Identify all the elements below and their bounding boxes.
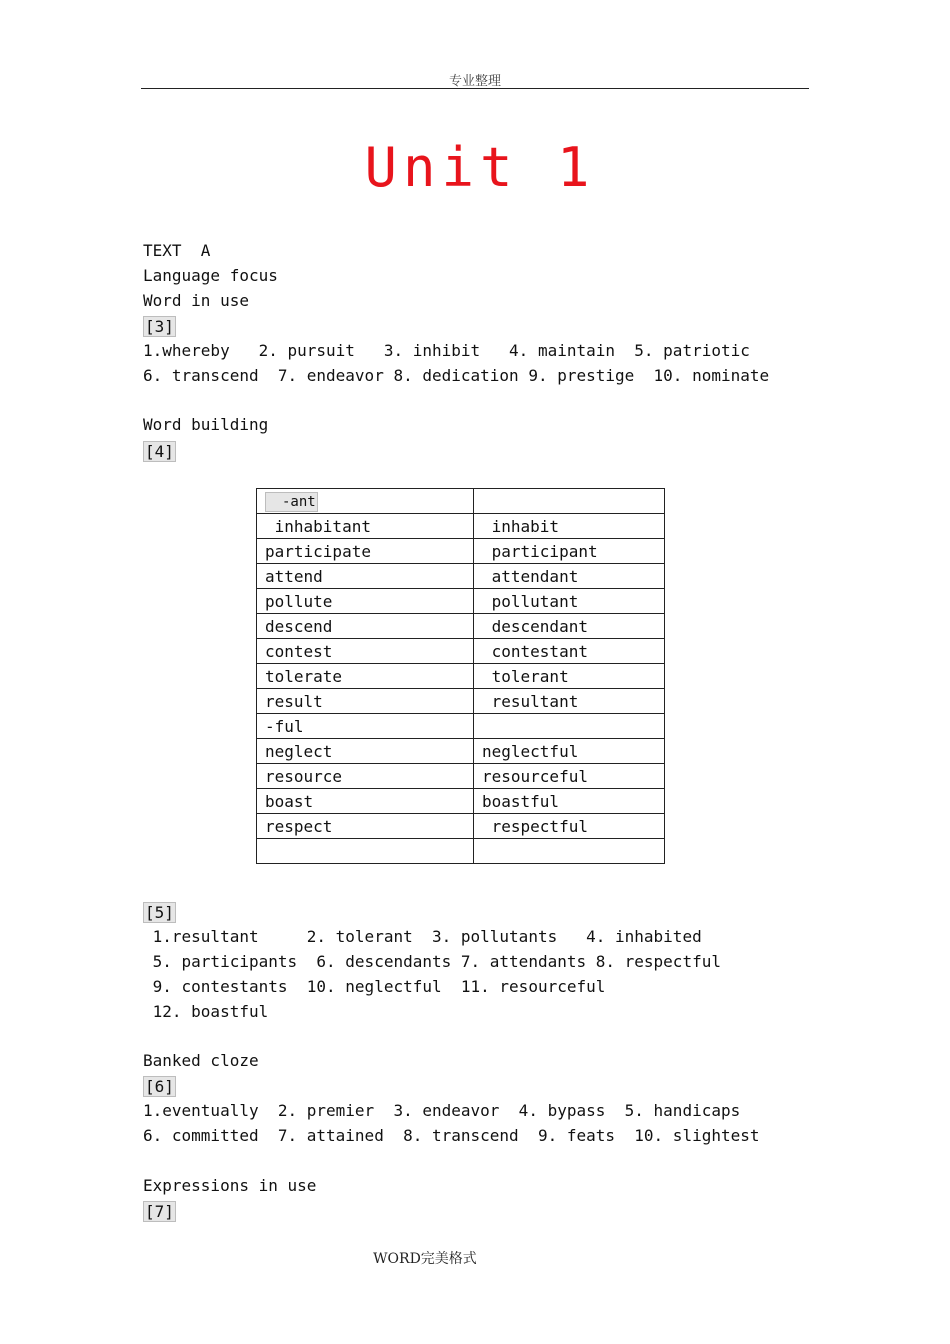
- page-footer: WORD完美格式: [373, 1251, 477, 1267]
- table-row: [257, 714, 665, 739]
- word-building-heading: Word building: [143, 415, 269, 434]
- table-row: [257, 689, 665, 714]
- table-cell: pollute: [257, 589, 474, 614]
- exercise-6-label: [6]: [145, 1077, 174, 1096]
- table-row: [257, 564, 665, 589]
- page-header: 专业整理: [448, 74, 501, 89]
- table-row: [257, 814, 665, 839]
- table-cell: [257, 839, 474, 864]
- table-cell: result: [257, 689, 474, 714]
- table-row: [257, 664, 665, 689]
- exercise-3-answers-line-2: 6. transcend 7. endeavor 8. dedication 9. prestige 10. nominate: [143, 366, 770, 385]
- exercise-3-label: [3]: [145, 317, 174, 336]
- table-cell: participate: [257, 539, 474, 564]
- table-cell: resultant: [474, 689, 665, 714]
- header-rule: [141, 88, 809, 89]
- table-row: [257, 614, 665, 639]
- exercise-6-answers-line-2: 6. committed 7. attained 8. transcend 9. feats 10. slightest: [143, 1126, 760, 1145]
- table-cell: contest: [257, 639, 474, 664]
- table-cell: respectful: [474, 814, 665, 839]
- table-cell: tolerate: [257, 664, 474, 689]
- exercise-5-answers-line-3: 9. contestants 10. neglectful 11. resourceful: [143, 977, 606, 996]
- expressions-in-use-heading: Expressions in use: [143, 1176, 317, 1195]
- table-cell: [474, 839, 665, 864]
- table-cell: resourceful: [474, 764, 665, 789]
- exercise-7-label: [7]: [145, 1202, 174, 1221]
- table-cell: descend: [257, 614, 474, 639]
- table-cell: respect: [257, 814, 474, 839]
- table-row: [257, 739, 665, 764]
- table-cell: pollutant: [474, 589, 665, 614]
- table-cell: participant: [474, 539, 665, 564]
- table-cell: inhabit: [474, 514, 665, 539]
- table-cell: boastful: [474, 789, 665, 814]
- exercise-5-answers-line-2: 5. participants 6. descendants 7. attendants 8. respectful: [143, 952, 721, 971]
- exercise-4-label: [4]: [145, 442, 174, 461]
- table-row: [257, 639, 665, 664]
- exercise-3-answers-line-1: 1.whereby 2. pursuit 3. inhibit 4. maintain 5. patriotic: [143, 341, 750, 360]
- text-heading: TEXT A: [143, 241, 211, 260]
- table-row: [257, 514, 665, 539]
- table-row: [257, 489, 665, 514]
- table-row: [257, 764, 665, 789]
- suffix-ful-label: -ful: [257, 714, 474, 739]
- table-cell: [257, 489, 474, 514]
- exercise-5-answers-line-4: 12. boastful: [143, 1002, 269, 1021]
- exercise-5-label: [5]: [145, 903, 174, 922]
- table-cell: contestant: [474, 639, 665, 664]
- suffix-ant-label: -ant: [265, 492, 318, 512]
- table-row: [257, 539, 665, 564]
- table-cell: tolerant: [474, 664, 665, 689]
- word-building-table: [256, 488, 665, 864]
- table-cell: attend: [257, 564, 474, 589]
- table-cell: resource: [257, 764, 474, 789]
- table-cell: attendant: [474, 564, 665, 589]
- language-focus-heading: Language focus: [143, 266, 278, 285]
- table-row: [257, 589, 665, 614]
- unit-title: Unit 1: [364, 136, 596, 199]
- table-cell: inhabitant: [257, 514, 474, 539]
- exercise-5-answers-line-1: 1.resultant 2. tolerant 3. pollutants 4. inhabited: [143, 927, 702, 946]
- table-row: [257, 839, 665, 864]
- exercise-6-answers-line-1: 1.eventually 2. premier 3. endeavor 4. bypass 5. handicaps: [143, 1101, 741, 1120]
- banked-cloze-heading: Banked cloze: [143, 1051, 259, 1070]
- word-in-use-heading: Word in use: [143, 291, 249, 310]
- table-cell: neglect: [257, 739, 474, 764]
- table-cell: boast: [257, 789, 474, 814]
- table-cell: descendant: [474, 614, 665, 639]
- table-cell: neglectful: [474, 739, 665, 764]
- table-row: [257, 789, 665, 814]
- table-cell: [474, 489, 665, 514]
- table-cell: [474, 714, 665, 739]
